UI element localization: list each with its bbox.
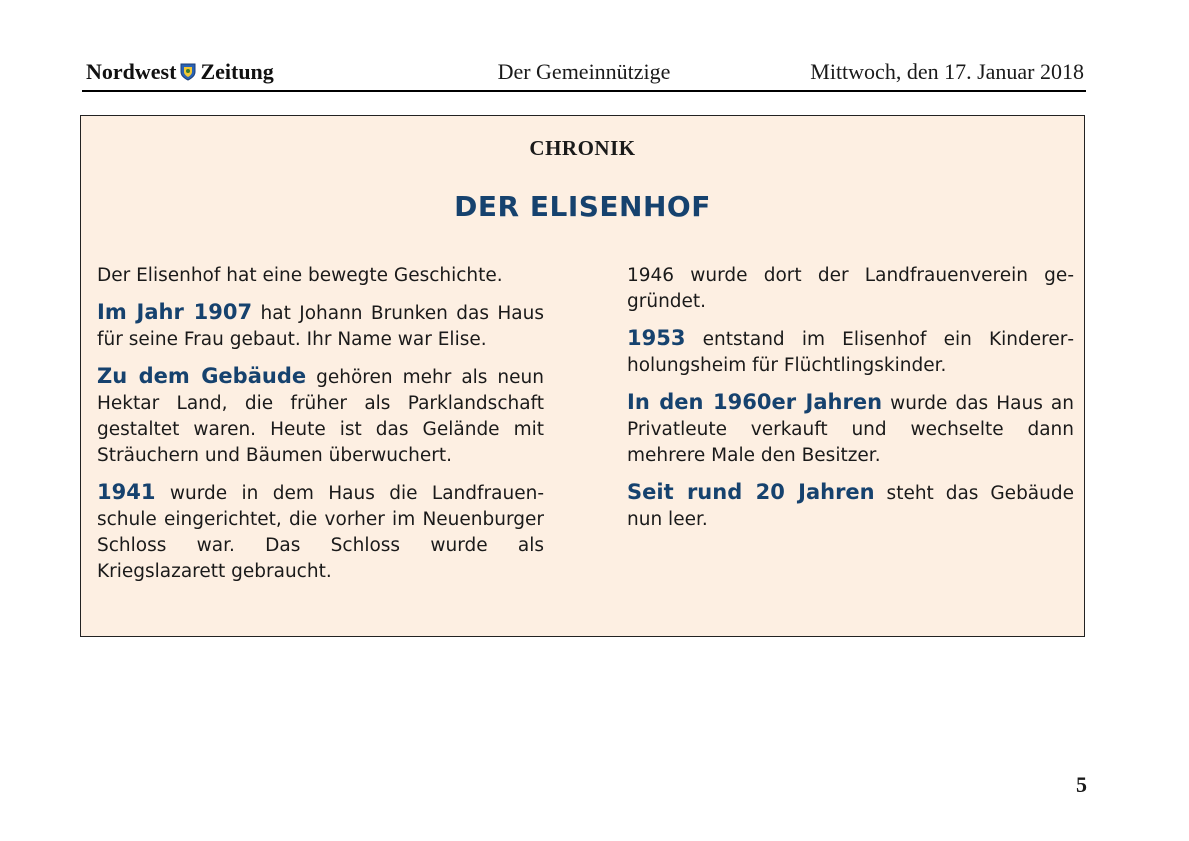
paragraph-lead: 1941: [97, 480, 156, 504]
header-date: Mittwoch, den 17. Januar 2018: [810, 59, 1084, 84]
paragraph-lead: 1953: [627, 326, 686, 350]
paragraph: [627, 479, 1074, 533]
paragraph-lead: In den 1960er Jahren: [627, 390, 883, 414]
paragraph-text: steht das Gebäude nun leer.: [627, 483, 1074, 530]
paragraph-lead: Seit rund 20 Jahren: [627, 480, 875, 504]
chronicle-box: [80, 115, 1085, 637]
brand-name-left: Nordwest: [86, 59, 177, 84]
paragraph: [97, 479, 544, 585]
page-header: [82, 56, 1086, 92]
header-section-title: Der Gemeinnützige: [497, 59, 671, 84]
paragraph-lead: Zu dem Gebäude: [97, 364, 307, 388]
brand-name-right: Zeitung: [200, 59, 274, 84]
paragraph-text: entstand im Elisenhof ein Kindererholungsheim für Flüchtlingskinder.: [627, 329, 1074, 376]
paragraph: [627, 325, 1074, 379]
right-column: [627, 261, 1074, 543]
paragraph-text: Der Elisenhof hat eine bewegte Geschichte.: [97, 265, 503, 286]
section-kicker: CHRONIK: [529, 136, 636, 160]
page-number: 5: [1076, 772, 1087, 797]
paragraph: [97, 363, 544, 469]
paragraph-text: 1946 wurde dort der Landfrauenverein gegründet.: [627, 265, 1074, 312]
paragraph-text: hat Johann Brunken das Haus für seine Frau gebaut. Ihr Name war Elise.: [97, 303, 544, 350]
paragraph: [627, 389, 1074, 469]
paragraph: [627, 261, 1074, 315]
article-headline: DER ELISENHOF: [454, 190, 711, 223]
paragraph: [97, 261, 544, 289]
left-column: [97, 261, 544, 595]
paragraph-text: wurde in dem Haus die Landfrauenschule eingerichtet, die vorher im Neuenburger Schloss war. Das Schloss wurde als Kriegslazarett gebraucht.: [97, 483, 544, 582]
paragraph-text: gehören mehr als neun Hektar Land, die früher als Parklandschaft gestaltet waren. Heute ist das Gelände mit Sträuchern und Bäumen überwuchert.: [97, 367, 544, 466]
paragraph: [97, 299, 544, 353]
paragraph-text: wurde das Haus an Privatleute verkauft und wechselte dann mehrere Male den Besitzer.: [627, 393, 1074, 466]
paragraph-lead: Im Jahr 1907: [97, 300, 253, 324]
